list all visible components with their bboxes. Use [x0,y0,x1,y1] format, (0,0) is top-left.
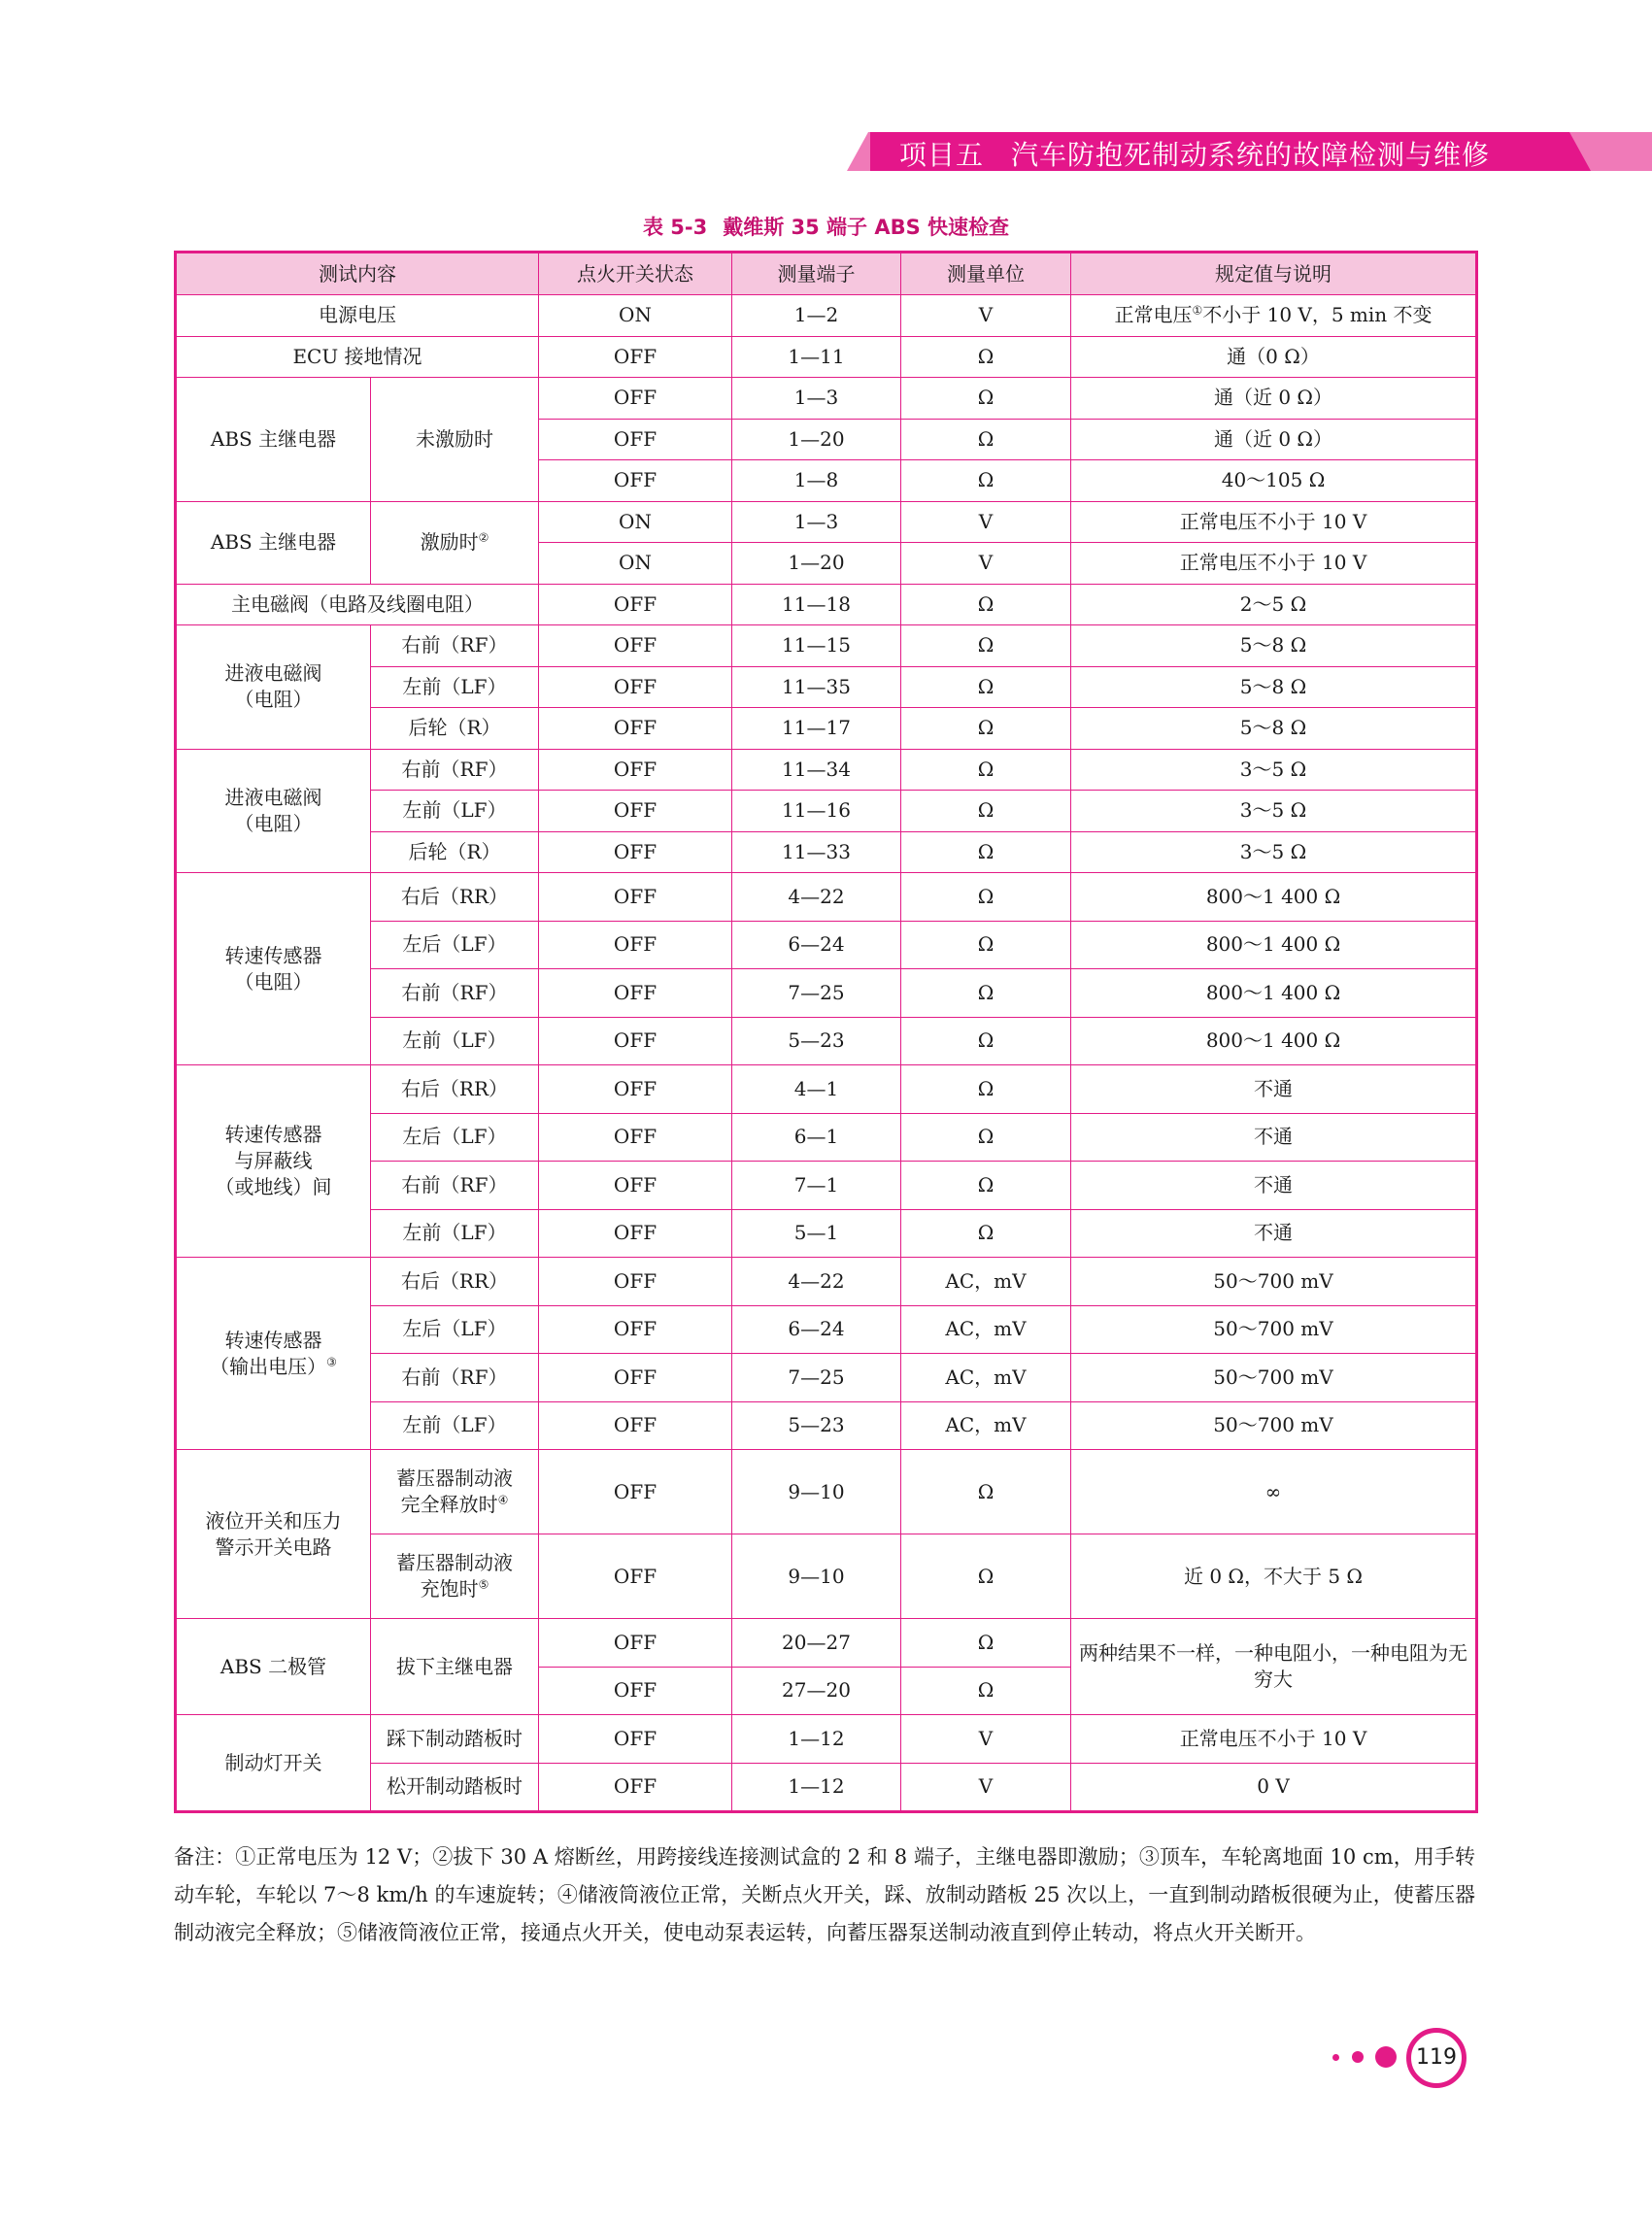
chapter-title [899,134,1490,173]
cell-state: OFF [539,1619,732,1668]
cell-term: 1—12 [732,1715,901,1764]
table-row [176,378,1477,420]
cell-term: 1—3 [732,378,901,420]
cell-term: 11—35 [732,666,901,708]
cell-sub: 左后（LF） [371,921,539,969]
cell-sub: 拔下主继电器 [371,1619,539,1715]
cell-spec: 通（近 0 Ω） [1071,378,1477,420]
footnote-mark: ① [1192,303,1203,318]
cell-spec: 近 0 Ω，不大于 5 Ω [1071,1534,1477,1619]
table-row [176,584,1477,625]
table-header-row [176,253,1477,295]
cell-item: ABS 二极管 [176,1619,371,1715]
cell-sub: 未激励时 [371,378,539,502]
cell-unit: AC，mV [901,1305,1071,1354]
cell-spec: 不通 [1071,1113,1477,1162]
cell-unit: Ω [901,1534,1071,1619]
cell-state: OFF [539,1305,732,1354]
cell-spec: 正常电压不小于 10 V [1071,1715,1477,1764]
cell-state: OFF [539,969,732,1018]
cell-unit: Ω [901,1113,1071,1162]
cell-term: 1—8 [732,460,901,502]
page-number-badge [1331,2028,1486,2096]
footnote-mark: ⑤ [478,1577,489,1592]
table-number: 表 5-3 [642,216,708,239]
cell-unit: AC，mV [901,1401,1071,1450]
cell-term: 7—25 [732,1354,901,1402]
cell-state: OFF [539,584,732,625]
table-row [176,336,1477,378]
abs-check-table [174,251,1478,1813]
cell-unit: AC，mV [901,1354,1071,1402]
cell-unit: Ω [901,1619,1071,1668]
table-row [176,969,1477,1018]
cell-state: OFF [539,1017,732,1065]
cell-spec: 不通 [1071,1065,1477,1114]
cell-term: 1—3 [732,501,901,543]
cell-state: ON [539,295,732,337]
cell-state: OFF [539,1401,732,1450]
table-row [176,1209,1477,1258]
cell-sub: 右前（RF） [371,625,539,667]
table-row [176,295,1477,337]
sub-text: 完全释放时 [400,1493,498,1516]
cell-unit: Ω [901,1209,1071,1258]
cell-spec: 50～700 mV [1071,1401,1477,1450]
item-line: （或地线）间 [215,1175,332,1198]
cell-sub: 踩下制动踏板时 [371,1715,539,1764]
cell-term: 11—15 [732,625,901,667]
cell-term: 1—12 [732,1763,901,1812]
item-line: 与屏蔽线 [234,1149,313,1172]
table-row [176,1162,1477,1210]
cell-spec: 800～1 400 Ω [1071,969,1477,1018]
cell-state: ON [539,543,732,585]
col-header: 规定值与说明 [1071,253,1477,295]
item-line: （电阻） [234,688,313,712]
sub-line: 蓄压器制动液 [396,1466,513,1490]
cell-state: ON [539,501,732,543]
cell-term: 11—33 [732,831,901,873]
item-line: 进液电磁阀 [224,785,322,809]
cell-item: ABS 主继电器 [176,378,371,502]
cell-item: 主电磁阀（电路及线圈电阻） [176,584,539,625]
footnote-mark: ④ [497,1493,509,1507]
cell-unit: Ω [901,584,1071,625]
cell-spec: 2～5 Ω [1071,584,1477,625]
cell-unit: Ω [901,336,1071,378]
table-row [176,1354,1477,1402]
table-row [176,1258,1477,1306]
cell-term: 6—24 [732,921,901,969]
table-row [176,708,1477,750]
cell-term: 11—18 [732,584,901,625]
cell-term: 6—1 [732,1113,901,1162]
cell-item [176,873,371,1065]
col-header: 测试内容 [176,253,539,295]
cell-unit: Ω [901,873,1071,922]
cell-term: 7—25 [732,969,901,1018]
cell-term: 20—27 [732,1619,901,1668]
chapter-header-band [847,132,1652,171]
cell-unit: V [901,543,1071,585]
item-line [181,1354,366,1380]
cell-sub: 左前（LF） [371,666,539,708]
cell-unit: Ω [901,1667,1071,1715]
cell-item [176,749,371,873]
cell-term: 27—20 [732,1667,901,1715]
cell-state: OFF [539,1258,732,1306]
cell-state: OFF [539,1534,732,1619]
cell-unit: Ω [901,1065,1071,1114]
chapter-name: 汽车防抱死制动系统的故障检测与维修 [1011,139,1491,171]
cell-spec: 正常电压不小于 10 V [1071,501,1477,543]
cell-spec: 40～105 Ω [1071,460,1477,502]
sub-text: 激励时 [420,530,479,554]
cell-spec: 通（近 0 Ω） [1071,419,1477,460]
cell-state: OFF [539,1763,732,1812]
item-line: 警示开关电路 [215,1534,332,1559]
table-row [176,749,1477,791]
cell-spec: 两种结果不一样，一种电阻小，一种电阻为无穷大 [1071,1619,1477,1715]
cell-unit: Ω [901,460,1071,502]
table-title: 戴维斯 35 端子 ABS 快速检查 [723,216,1010,239]
cell-sub: 左后（LF） [371,1113,539,1162]
cell-state: OFF [539,1209,732,1258]
table-row [176,921,1477,969]
cell-term: 11—34 [732,749,901,791]
cell-term: 11—16 [732,791,901,832]
cell-unit: Ω [901,625,1071,667]
cell-spec: 800～1 400 Ω [1071,921,1477,969]
cell-spec: 5～8 Ω [1071,625,1477,667]
cell-sub: 左前（LF） [371,791,539,832]
cell-term: 5—1 [732,1209,901,1258]
cell-unit: V [901,1763,1071,1812]
cell-unit: Ω [901,749,1071,791]
cell-unit: Ω [901,1162,1071,1210]
sub-text: 充饱时 [420,1577,479,1601]
sub-line [375,1576,534,1602]
cell-sub: 后轮（R） [371,831,539,873]
cell-sub: 右前（RF） [371,749,539,791]
cell-sub: 后轮（R） [371,708,539,750]
cell-term: 5—23 [732,1017,901,1065]
table-row [176,1065,1477,1114]
cell-unit: Ω [901,831,1071,873]
sub-line: 蓄压器制动液 [396,1551,513,1574]
cell-state: OFF [539,831,732,873]
cell-state: OFF [539,1065,732,1114]
footnote-mark: ③ [326,1354,337,1368]
cell-spec: 正常电压不小于 10 V [1071,543,1477,585]
cell-item [176,1258,371,1450]
table-row [176,791,1477,832]
cell-sub: 左前（LF） [371,1401,539,1450]
spec-text: 正常电压 [1114,303,1193,327]
cell-item [176,1065,371,1258]
decor-dot-icon [1332,2054,1339,2061]
table-row [176,1534,1477,1619]
cell-sub: 左前（LF） [371,1209,539,1258]
cell-unit: Ω [901,708,1071,750]
cell-sub [371,1534,539,1619]
cell-term: 1—11 [732,336,901,378]
cell-term: 4—1 [732,1065,901,1114]
table-row [176,666,1477,708]
sub-line [375,1492,534,1518]
item-line: 液位开关和压力 [205,1508,342,1533]
col-header: 测量端子 [732,253,901,295]
table-row [176,873,1477,922]
table-row [176,625,1477,667]
decor-dot-icon [1375,2046,1397,2068]
cell-term: 1—2 [732,295,901,337]
cell-spec: 5～8 Ω [1071,666,1477,708]
table-row [176,1619,1477,1668]
cell-term: 5—23 [732,1401,901,1450]
cell-sub: 右前（RF） [371,1162,539,1210]
cell-sub: 右后（RR） [371,873,539,922]
cell-spec: 不通 [1071,1162,1477,1210]
cell-state: OFF [539,921,732,969]
cell-spec: 50～700 mV [1071,1258,1477,1306]
cell-state: OFF [539,1113,732,1162]
cell-sub: 右后（RR） [371,1258,539,1306]
cell-sub: 左前（LF） [371,1017,539,1065]
cell-state: OFF [539,378,732,420]
cell-spec: 不通 [1071,1209,1477,1258]
item-line: （电阻） [234,969,313,994]
item-line: 进液电磁阀 [224,661,322,686]
cell-state: OFF [539,1667,732,1715]
cell-spec [1071,295,1477,337]
cell-state: OFF [539,625,732,667]
cell-unit: Ω [901,666,1071,708]
cell-spec: 3～5 Ω [1071,831,1477,873]
table-notes: 备注：①正常电压为 12 V；②拔下 30 A 熔断丝，用跨接线连接测试盒的 2 和 8 端子，主继电器即激励；③顶车，车轮离地面 10 cm，用手转动车轮，车轮以 7～8 km/h 的车速旋转；④储液筒液位正常，关断点火开关，踩、放制动踏板 25 次以上，一直到制动踏板很硬为止，使蓄压器制动液完全释放；⑤储液筒液位正常，接通点火开关，使电动泵表运转，向蓄压器泵送制动液直到停止转动，将点火开关断开。 [174,1845,1475,1944]
cell-state: OFF [539,749,732,791]
item-line: （电阻） [234,811,313,835]
table-row [176,1450,1477,1534]
cell-spec: 800～1 400 Ω [1071,873,1477,922]
cell-item: ECU 接地情况 [176,336,539,378]
cell-spec: 50～700 mV [1071,1354,1477,1402]
cell-state: OFF [539,873,732,922]
item-line: 转速传感器 [224,1328,322,1352]
table-row [176,1113,1477,1162]
cell-state: OFF [539,1354,732,1402]
cell-state: OFF [539,666,732,708]
table-row [176,1305,1477,1354]
cell-state: OFF [539,791,732,832]
cell-term: 6—24 [732,1305,901,1354]
cell-sub: 左后（LF） [371,1305,539,1354]
item-text: （输出电压） [210,1354,327,1378]
item-line: 转速传感器 [224,943,322,967]
cell-unit: Ω [901,969,1071,1018]
cell-state: OFF [539,460,732,502]
cell-item: 电源电压 [176,295,539,337]
table-row [176,1401,1477,1450]
col-header: 测量单位 [901,253,1071,295]
cell-sub: 右前（RF） [371,969,539,1018]
cell-spec: ∞ [1071,1450,1477,1534]
cell-unit: Ω [901,378,1071,420]
cell-item [176,625,371,750]
cell-term: 1—20 [732,419,901,460]
cell-term: 9—10 [732,1450,901,1534]
cell-unit: Ω [901,1017,1071,1065]
cell-spec: 0 V [1071,1763,1477,1812]
table-row [176,1763,1477,1812]
table-caption [0,212,1652,241]
table-row [176,1715,1477,1764]
cell-unit: V [901,295,1071,337]
cell-spec: 50～700 mV [1071,1305,1477,1354]
cell-item: ABS 主继电器 [176,501,371,584]
cell-state: OFF [539,419,732,460]
cell-unit: Ω [901,921,1071,969]
cell-unit: AC，mV [901,1258,1071,1306]
cell-unit: V [901,1715,1071,1764]
cell-sub [371,1450,539,1534]
cell-sub: 右后（RR） [371,1065,539,1114]
cell-term: 4—22 [732,873,901,922]
cell-spec: 3～5 Ω [1071,791,1477,832]
cell-item [176,1450,371,1619]
cell-term: 1—20 [732,543,901,585]
decor-dot-icon [1352,2051,1364,2063]
cell-term: 9—10 [732,1534,901,1619]
cell-state: OFF [539,1162,732,1210]
cell-term: 11—17 [732,708,901,750]
cell-unit: V [901,501,1071,543]
cell-item: 制动灯开关 [176,1715,371,1812]
cell-unit: Ω [901,419,1071,460]
cell-unit: Ω [901,1450,1071,1534]
project-label: 项目五 [899,139,985,171]
cell-spec: 3～5 Ω [1071,749,1477,791]
spec-text: 不小于 10 V，5 min 不变 [1202,303,1433,327]
header-slant [847,132,868,171]
cell-state: OFF [539,708,732,750]
cell-term: 7—1 [732,1162,901,1210]
header-bar [870,132,1569,171]
cell-spec: 通（0 Ω） [1071,336,1477,378]
cell-sub [371,501,539,584]
cell-state: OFF [539,336,732,378]
cell-term: 4—22 [732,1258,901,1306]
table-row [176,501,1477,543]
table-row [176,831,1477,873]
cell-sub: 松开制动踏板时 [371,1763,539,1812]
cell-unit: Ω [901,791,1071,832]
item-line: 转速传感器 [224,1123,322,1146]
footnote-mark: ② [478,530,489,545]
table-row [176,1017,1477,1065]
cell-state: OFF [539,1450,732,1534]
cell-state: OFF [539,1715,732,1764]
cell-spec: 5～8 Ω [1071,708,1477,750]
cell-spec: 800～1 400 Ω [1071,1017,1477,1065]
cell-sub: 右前（RF） [371,1354,539,1402]
col-header: 点火开关状态 [539,253,732,295]
page-number: 119 [1406,2028,1467,2088]
